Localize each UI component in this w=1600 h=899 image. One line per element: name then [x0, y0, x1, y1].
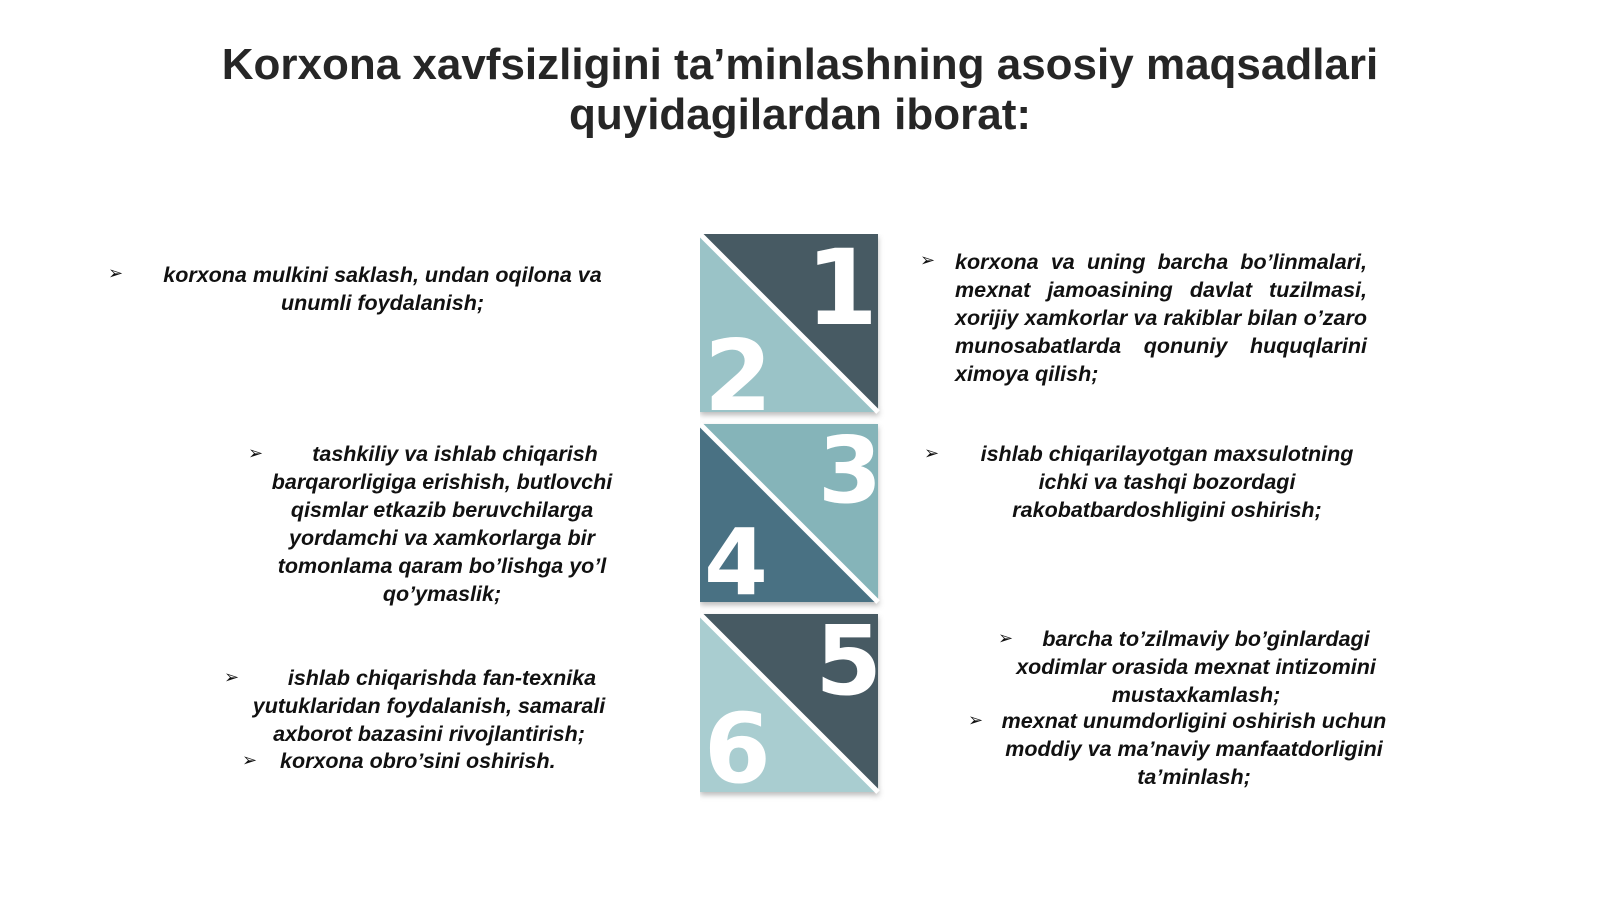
- right-item-3a: barcha to’zilmaviy bo’ginlardagi xodimlar orasida mexnat intizomini mustaxkamlash;: [1016, 627, 1376, 707]
- numbered-steps-graphic: [700, 234, 890, 804]
- left-item-1: korxona mulkini saklash, undan oqilona va unumli foydalanish;: [163, 263, 602, 315]
- number-5: 5: [815, 605, 882, 717]
- left-item-2: tashkiliy va ishlab chiqarish barqarorligiga erishish, butlovchi qismlar etkazib beruvchilarga yordamchi va xamkorlarga bir tomonlama qaram bo’lishga yo’l qo’ymaslik;: [271, 442, 613, 606]
- page-title: [0, 40, 1600, 140]
- left-item-3a: ishlab chiqarishda fan-texnika yutuklaridan foydalanish, samarali axborot bazasini rivojlantirish;: [252, 666, 606, 746]
- number-4: 4: [704, 509, 769, 616]
- arrow-bullet-icon: ➢: [920, 250, 936, 270]
- right-item-2: ishlab chiqarilayotgan maxsulotning ichki va tashqi bozordagi rakobatbardoshligini oshirish;: [980, 442, 1354, 522]
- arrow-bullet-icon: ➢: [248, 443, 264, 463]
- left-item-3b: korxona obro’sini oshirish.: [280, 749, 556, 773]
- arrow-bullet-icon: ➢: [242, 750, 258, 770]
- arrow-bullet-icon: ➢: [924, 443, 940, 463]
- arrow-bullet-icon: ➢: [998, 628, 1014, 648]
- arrow-bullet-icon: ➢: [968, 710, 984, 730]
- right-item-3b: mexnat unumdorligini oshirish uchun moddiy va ma’naviy manfaatdorligini ta’minlash;: [1001, 709, 1387, 789]
- number-3: 3: [817, 417, 882, 524]
- right-item-1: korxona va uning barcha bo’linmalari, mexnat jamoasining davlat tuzilmasi, xorijiy xamkorlar va rakiblar bilan o’zaro munosabatlarda qonuniy huquqlarini ximoya qilish;: [955, 250, 1367, 386]
- number-1: 1: [805, 234, 878, 349]
- page-title-line-1: Korxona xavfsizligini ta’minlashning asosiy maqsadlari: [221, 40, 1379, 89]
- arrow-bullet-icon: ➢: [224, 667, 240, 687]
- number-2: 2: [704, 320, 773, 434]
- page-title-line-2: quyidagilardan iborat:: [568, 90, 1032, 139]
- number-6: 6: [704, 693, 771, 804]
- arrow-bullet-icon: ➢: [108, 263, 124, 283]
